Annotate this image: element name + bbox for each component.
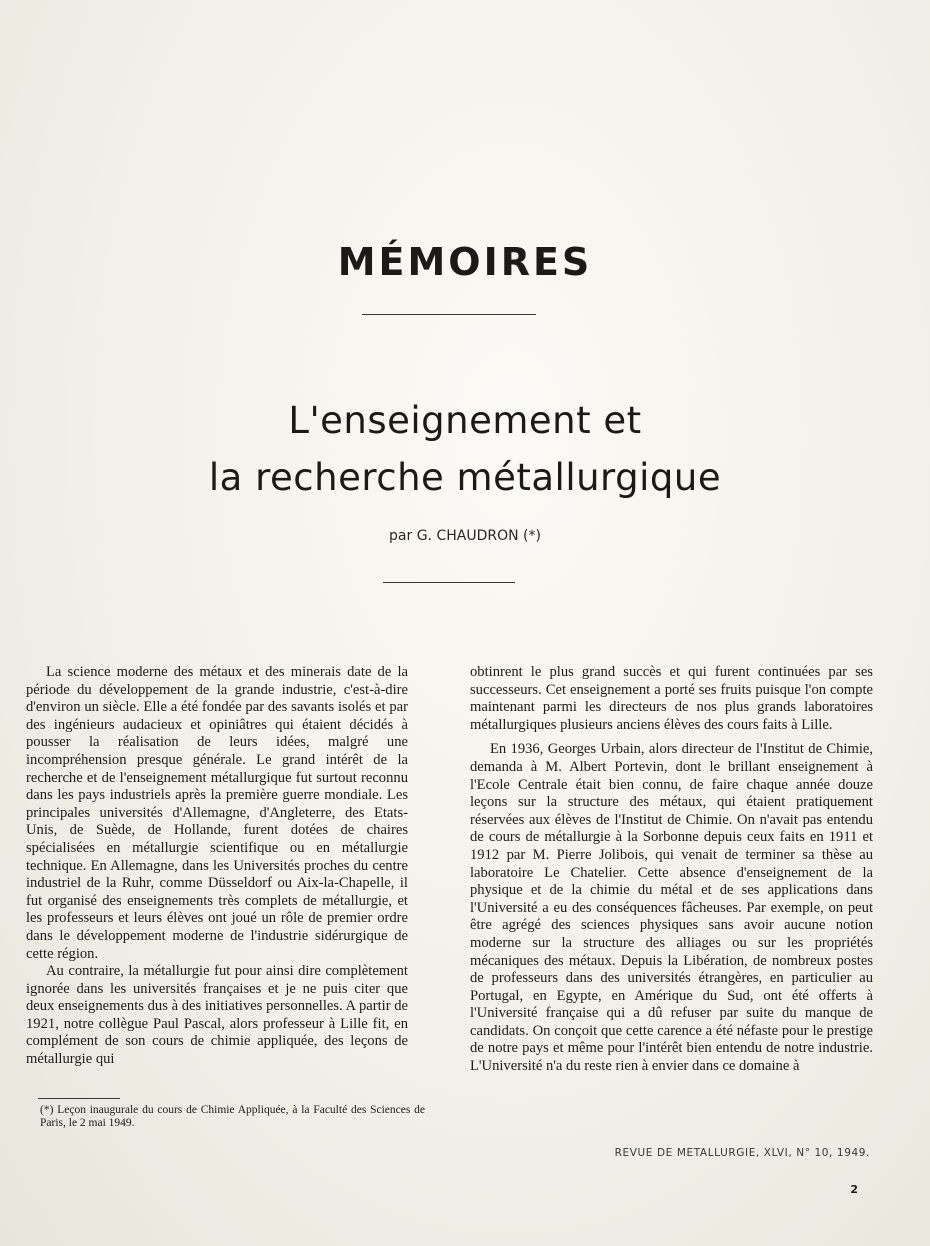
footnote: (*) Leçon inaugurale du cours de Chimie Appliquée, à la Faculté des Sciences de Paris, le 2 mai 1949. <box>40 1104 425 1129</box>
article-title <box>0 392 930 506</box>
section-title: MÉMOIRES <box>337 240 593 284</box>
right-column <box>470 664 873 1076</box>
byline-divider <box>383 582 515 583</box>
paragraph: Au contraire, la métallurgie fut pour ainsi dire complètement ignorée dans les universités françaises et je ne puis citer que deux enseignements dus à des initiatives personnelles. A partir de 1921, notre collègue Paul Pascal, alors professeur à Lille fit, en complément de son cours de chimie appliquée, des leçons de métallurgie qui <box>26 963 408 1068</box>
paragraph: obtinrent le plus grand succès et qui furent continuées par ses successeurs. Cet enseignement a porté ses fruits puisque l'on compte maintenant parmi les directeurs de nos plus grands laboratoires métallurgiques plusieurs anciens élèves des cours faits à Lille. <box>470 664 873 733</box>
page-number: 2 <box>850 1183 858 1196</box>
title-divider <box>362 314 536 315</box>
left-column <box>26 664 408 1069</box>
footnote-divider <box>38 1098 120 1099</box>
article-title-line-2: la recherche métallurgique <box>208 456 722 499</box>
article-title-line-1: L'enseignement et <box>288 399 642 442</box>
journal-reference: REVUE DE METALLURGIE, XLVI, N° 10, 1949. <box>614 1147 870 1159</box>
author-byline: par G. CHAUDRON (*) <box>389 528 541 544</box>
paragraph: En 1936, Georges Urbain, alors directeur de l'Institut de Chimie, demanda à M. Albert Portevin, dont le brillant enseignement à l'Ecole Centrale était bien connu, de faire chaque année douze leçons sur la structure des métaux, qui étaient pratiquement réservées aux élèves de l'Institut de Chimie. On n'avait pas entendu de cours de métallurgie à la Sorbonne depuis ceux faits en 1911 et 1912 par M. Pierre Jolibois, qui venait de terminer sa thèse au laboratoire Le Chatelier. Cette absence d'enseignement de la physique et de la chimie du métal et de ses applications dans l'Université a eu des conséquences fâcheuses. Par exemple, on peut être agrégé des sciences physiques sans avoir aucune notion moderne sur la structure des alliages ou sur les propriétés mécaniques des métaux. Depuis la Libération, de nombreux postes de professeurs dans des universités étrangères, en particulier au Portugal, en Egypte, en Amérique du Sud, ont été offerts à l'Université française qui a dû refuser par suite du manque de candidats. On conçoit que cette carence a été néfaste pour le prestige de notre pays et même pour l'intérêt bien entendu de notre industrie. L'Université n'a du reste rien à envier dans ce domaine à <box>470 741 873 1075</box>
paragraph: La science moderne des métaux et des minerais date de la période du développement de la grande industrie, c'est-à-dire d'environ un siècle. Elle a été fondée par des savants isolés et par des ingénieurs audacieux et opiniâtres qui étaient décidés à pousser la réalisation de leurs idées, malgré une incompréhension presque générale. Le grand intérêt de la recherche et de l'enseignement métallurgique fut surtout reconnu dans les pays industriels après la première guerre mondiale. Les principales universités d'Allemagne, d'Angleterre, des Etats-Unis, de Suède, de Hollande, furent dotées de chaires spécialisées en métallurgie scientifique ou en métallurgie technique. En Allemagne, dans les Universités proches du centre industriel de la Ruhr, comme Düsseldorf ou Aix-la-Chapelle, il fut organisé des enseignements très complets de métallurgie, et les professeurs et leurs élèves ont joué un rôle de premier ordre dans le développement moderne de l'industrie sidérurgique de cette région. <box>26 664 408 962</box>
